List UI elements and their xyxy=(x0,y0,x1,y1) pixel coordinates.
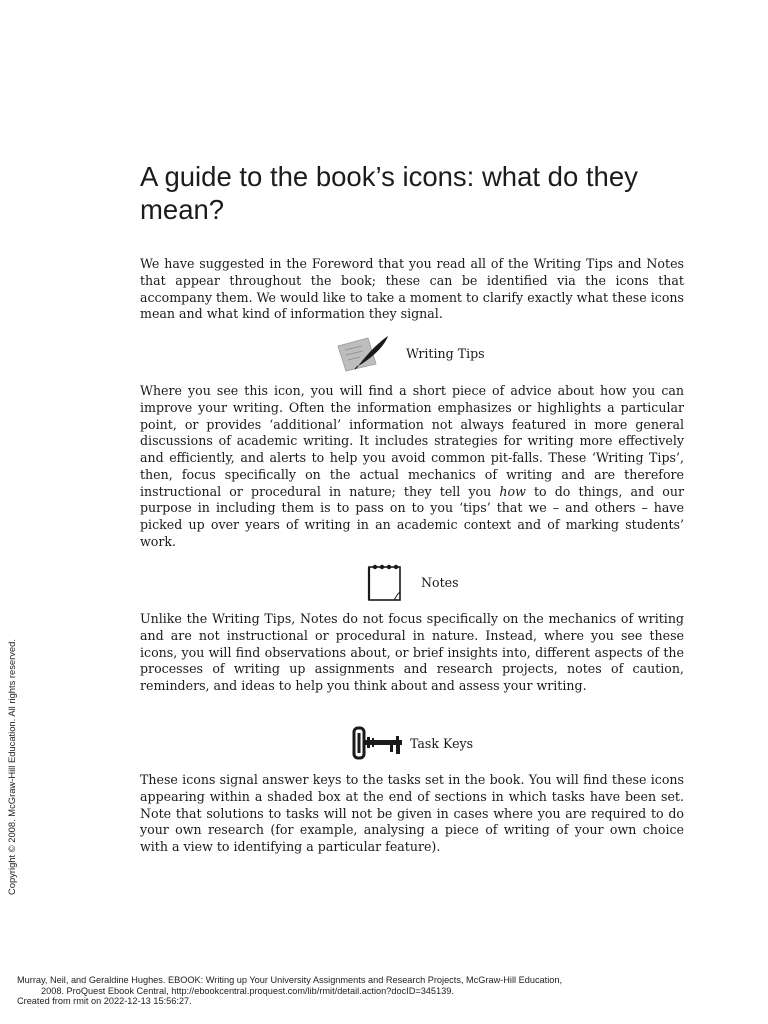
notes-heading xyxy=(366,562,459,602)
notes-label: Notes xyxy=(421,574,459,590)
writing-tips-label: Writing Tips xyxy=(406,345,485,361)
task-keys-paragraph: These icons signal answer keys to the tasks set in the book. You will find these icons appearing within a shaded box at the end of sections in which tasks have been set. Note that solutions to tasks will not be given in cases where you are required to do your own research (for example, analysing a piece of writing of your own choice with a view to identifying a particular feature). xyxy=(140,772,684,854)
writing-tips-paragraph: Where you see this icon, you will find a short piece of advice about how you can improve your writing. Often the information emphasizes or highlights a particular point, or provides ‘additional’ information not always featured in more general discussions of academic writing. It includes strategies for writing more effectively and efficiently, and alerts to help you avoid common pit-falls. These ‘Writing Tips’, then, focus specifically on the actual mechanics of writing and are therefore instructional or procedural in nature; they tell you how to do things, and our purpose in including them is to pass on to you ‘tips’ that we – and others – have picked up over years of writing in an academic context and of marking students’ work. xyxy=(140,383,684,549)
page-title: A guide to the book’s icons: what do they mean? xyxy=(140,161,638,225)
footer-line-1: Murray, Neil, and Geraldine Hughes. EBOOK: Writing up Your University Assignments and Research Projects, McGraw-Hill Education, xyxy=(17,975,563,985)
side-copyright: Copyright © 2008. McGraw-Hill Education. All rights reserved. xyxy=(6,639,17,895)
task-keys-label: Task Keys xyxy=(410,735,474,751)
notes-paragraph: Unlike the Writing Tips, Notes do not focus specifically on the mechanics of writing and are not instructional or procedural in nature. Instead, where you see these icons, you will find observations about, or brief insights into, different aspects of the processes of writing up assignments and research projects, notes of caution, reminders, and ideas to help you think about and assess your writing. xyxy=(140,611,684,693)
footer-line-3: Created from rmit on 2022-12-13 15:56:27. xyxy=(17,996,192,1007)
task-keys-heading xyxy=(352,724,473,762)
key-icon xyxy=(352,724,404,762)
notepad-icon xyxy=(366,562,404,602)
quill-pen-on-paper-icon xyxy=(336,334,392,372)
footer-line-2: 2008. ProQuest Ebook Central, http://ebookcentral.proquest.com/lib/rmit/detail.action?docID=345139. xyxy=(41,985,454,996)
writing-tips-heading xyxy=(336,334,485,372)
citation-footer xyxy=(17,975,757,1007)
intro-paragraph: We have suggested in the Foreword that you read all of the Writing Tips and Notes that appear throughout the book; these can be identified via the icons that accompany them. We would like to take a moment to clarify exactly what these icons mean and what kind of information they signal. xyxy=(140,256,684,322)
